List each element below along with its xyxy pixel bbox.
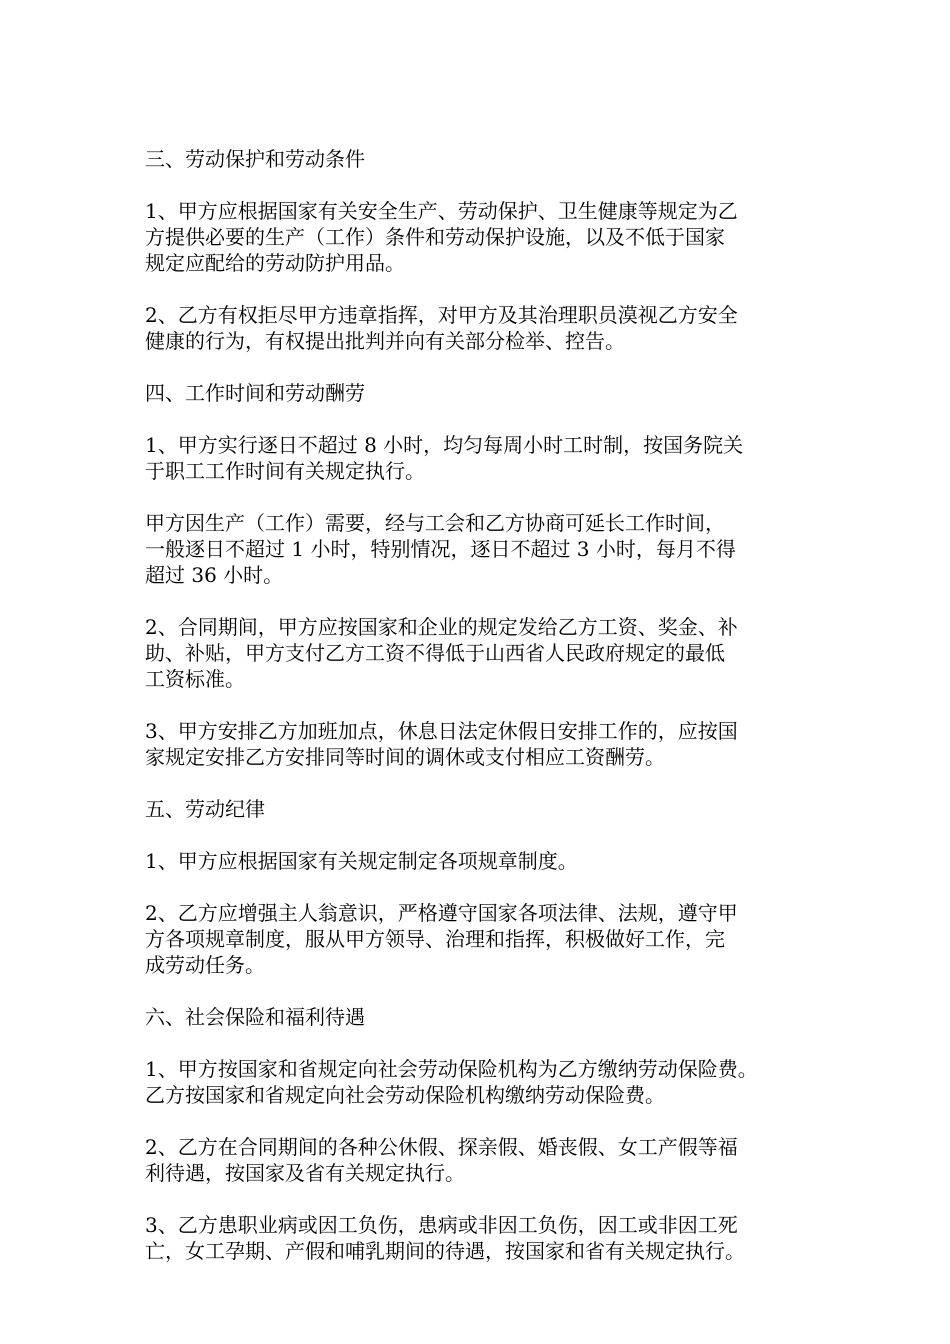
text-line: 乙方按国家和省规定向社会劳动保险机构缴纳劳动保险费。 xyxy=(145,1083,665,1107)
paragraph-6-2 xyxy=(145,1134,817,1186)
text-line: 一般逐日不超过 1 小时，特别情况，逐日不超过 3 小时，每月不得 xyxy=(145,537,736,561)
paragraph-4-3 xyxy=(145,718,817,770)
text-line: 六、社会保险和福利待遇 xyxy=(145,1005,365,1029)
section-heading-6 xyxy=(145,1004,817,1030)
text-line: 规定应配给的劳动防护用品。 xyxy=(145,251,405,275)
text-line: 1、甲方按国家和省规定向社会劳动保险机构为乙方缴纳劳动保险费。 xyxy=(145,1057,758,1081)
text-line: 健康的行为，有权提出批判并向有关部分检举、控告。 xyxy=(145,329,625,353)
paragraph-6-1 xyxy=(145,1056,817,1108)
text-line: 3、乙方患职业病或因工负伤，患病或非因工负伤，因工或非因工死 xyxy=(145,1213,738,1237)
paragraph-4-overtime xyxy=(145,510,817,588)
paragraph-5-1 xyxy=(145,848,817,874)
section-heading-3 xyxy=(145,146,817,172)
text-line: 五、劳动纪律 xyxy=(145,797,265,821)
text-line: 家规定安排乙方安排同等时间的调休或支付相应工资酬劳。 xyxy=(145,745,665,769)
section-heading-4 xyxy=(145,380,817,406)
text-line: 1、甲方实行逐日不超过 8 小时，均匀每周小时工时制，按国务院关 xyxy=(145,433,744,457)
paragraph-6-3 xyxy=(145,1212,817,1264)
text-line: 2、乙方应增强主人翁意识，严格遵守国家各项法律、法规，遵守甲 xyxy=(145,901,738,925)
text-line: 2、乙方有权拒尽甲方违章指挥，对甲方及其治理职员漠视乙方安全 xyxy=(145,303,738,327)
text-line: 方各项规章制度，服从甲方领导、治理和指挥，积极做好工作，完 xyxy=(145,927,725,951)
paragraph-3-1 xyxy=(145,198,817,276)
text-line: 利待遇，按国家及省有关规定执行。 xyxy=(145,1161,465,1185)
text-line: 1、甲方应根据国家有关规定制定各项规章制度。 xyxy=(145,849,578,873)
text-line: 工资标准。 xyxy=(145,667,245,691)
text-line: 助、补贴，甲方支付乙方工资不得低于山西省人民政府规定的最低 xyxy=(145,641,725,665)
paragraph-5-2 xyxy=(145,900,817,978)
text-line: 超过 36 小时。 xyxy=(145,563,284,587)
text-line: 三、劳动保护和劳动条件 xyxy=(145,147,365,171)
paragraph-4-2 xyxy=(145,614,817,692)
text-line: 2、合同期间，甲方应按国家和企业的规定发给乙方工资、奖金、补 xyxy=(145,615,738,639)
text-line: 甲方因生产（工作）需要，经与工会和乙方协商可延长工作时间， xyxy=(145,511,725,535)
text-line: 3、甲方安排乙方加班加点，休息日法定休假日安排工作的，应按国 xyxy=(145,719,738,743)
text-line: 四、工作时间和劳动酬劳 xyxy=(145,381,365,405)
text-line: 亡，女工孕期、产假和哺乳期间的待遇，按国家和省有关规定执行。 xyxy=(145,1239,745,1263)
text-line: 于职工工作时间有关规定执行。 xyxy=(145,459,425,483)
section-heading-5 xyxy=(145,796,817,822)
text-line: 1、甲方应根据国家有关安全生产、劳动保护、卫生健康等规定为乙 xyxy=(145,199,738,223)
text-line: 2、乙方在合同期间的各种公休假、探亲假、婚丧假、女工产假等福 xyxy=(145,1135,738,1159)
paragraph-4-1 xyxy=(145,432,817,484)
document-body xyxy=(145,146,817,1264)
text-line: 成劳动任务。 xyxy=(145,953,265,977)
text-line: 方提供必要的生产（工作）条件和劳动保护设施，以及不低于国家 xyxy=(145,225,725,249)
paragraph-3-2 xyxy=(145,302,817,354)
